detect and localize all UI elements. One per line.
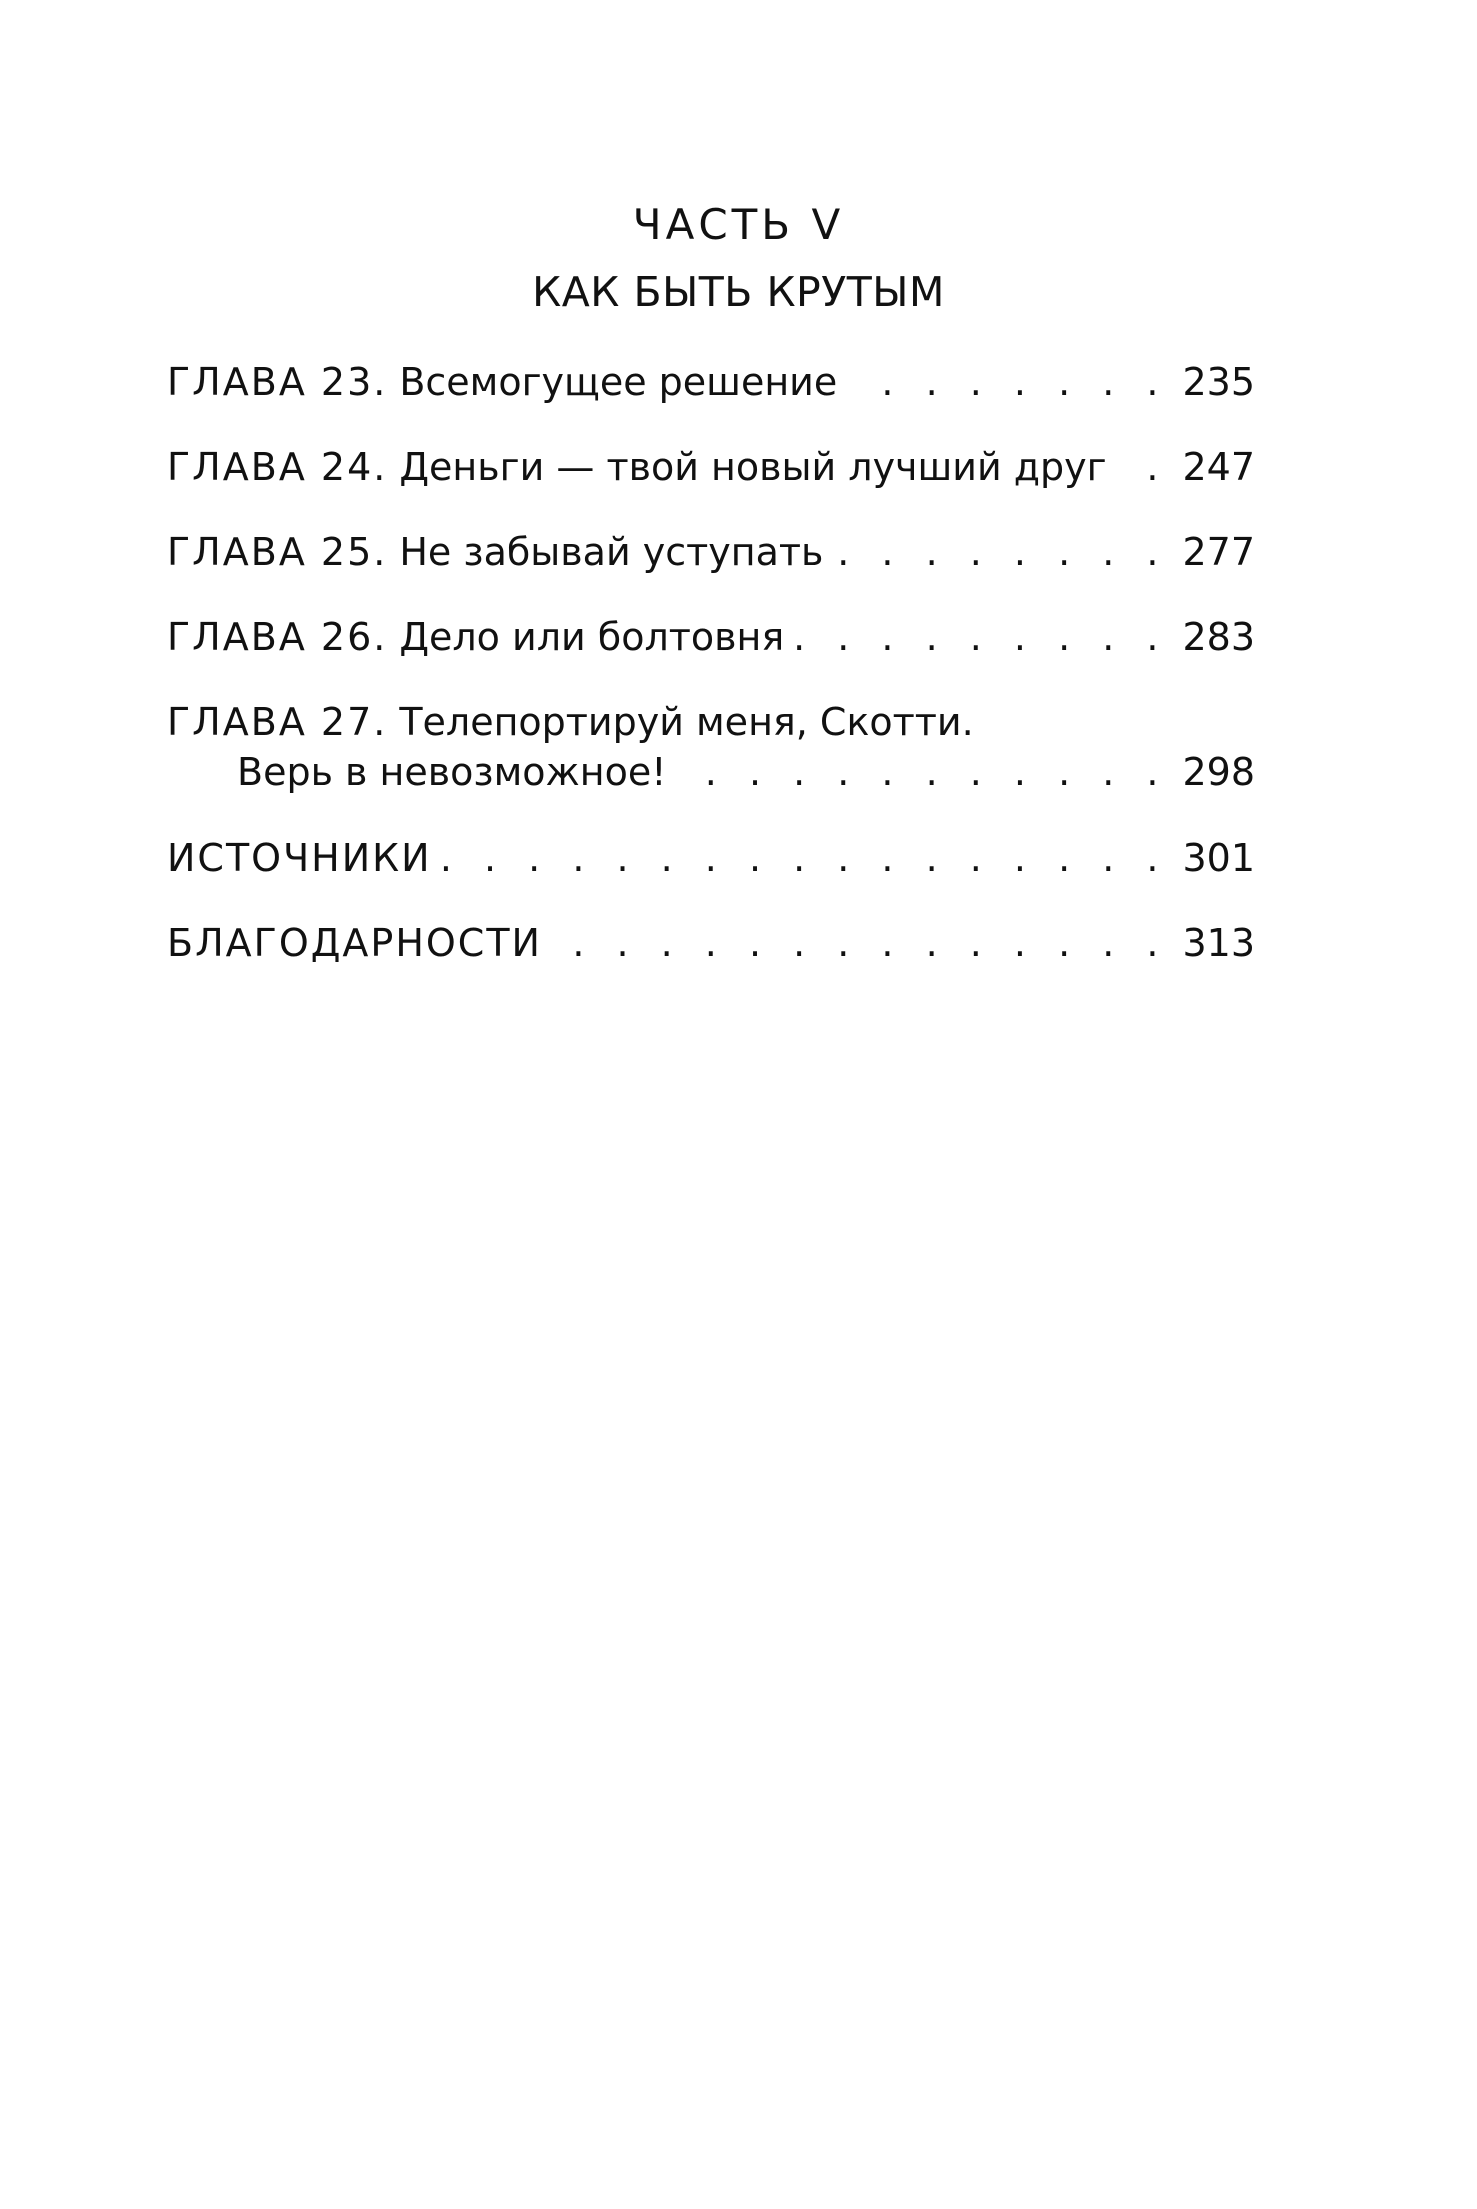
toc-entry-label: ГЛАВА 25.: [167, 530, 388, 574]
dot-leader: [847, 357, 1168, 407]
toc-entry-label: ИСТОЧНИКИ: [167, 836, 432, 880]
table-of-contents: [167, 0, 1255, 1000]
toc-entry-acknowledgements[interactable]: [167, 918, 1255, 968]
toc-entry-sources[interactable]: [167, 833, 1255, 883]
toc-entry-chapter-27[interactable]: [167, 697, 1255, 797]
toc-entry-chapter-26[interactable]: [167, 612, 1255, 662]
dot-leader: [1117, 442, 1169, 492]
toc-entry-chapter-24[interactable]: [167, 442, 1255, 492]
toc-entry-page: 235: [1182, 360, 1255, 404]
toc-entry-title: Телепортируй меня, Скотти.: [399, 700, 974, 744]
part-label: ЧАСТЬ V: [632, 200, 845, 249]
dot-leader: [794, 612, 1168, 662]
toc-entry-page: 298: [1182, 750, 1255, 794]
dot-leader: [676, 747, 1168, 797]
toc-entry-page: 283: [1182, 615, 1255, 659]
toc-entry-title: Дело или болтовня: [399, 615, 785, 659]
toc-entry-label: ГЛАВА 24.: [167, 445, 388, 489]
toc-entry-page: 277: [1182, 530, 1255, 574]
toc-entry-label: БЛАГОДАРНОСТИ: [167, 921, 542, 965]
dot-leader: [552, 918, 1168, 968]
toc-entry-title: Не забывай уступать: [399, 530, 824, 574]
toc-entry-chapter-23[interactable]: [167, 357, 1255, 407]
toc-entry-title-continued: Верь в невозможное!: [237, 750, 667, 794]
toc-entry-label: ГЛАВА 23.: [167, 360, 388, 404]
toc-entry-title: Всемогущее решение: [399, 360, 838, 404]
toc-entry-label: ГЛАВА 27.: [167, 700, 388, 744]
toc-entry-label: ГЛАВА 26.: [167, 615, 388, 659]
toc-entry-page: 313: [1182, 921, 1255, 965]
toc-entry-page: 247: [1182, 445, 1255, 489]
toc-entry-title: Деньги — твой новый лучший друг: [399, 445, 1107, 489]
dot-leader: [833, 527, 1168, 577]
toc-entry-page: 301: [1182, 836, 1255, 880]
toc-entry-chapter-25[interactable]: [167, 527, 1255, 577]
part-title: КАК БЫТЬ КРУТЫМ: [532, 268, 945, 316]
dot-leader: [442, 833, 1169, 883]
